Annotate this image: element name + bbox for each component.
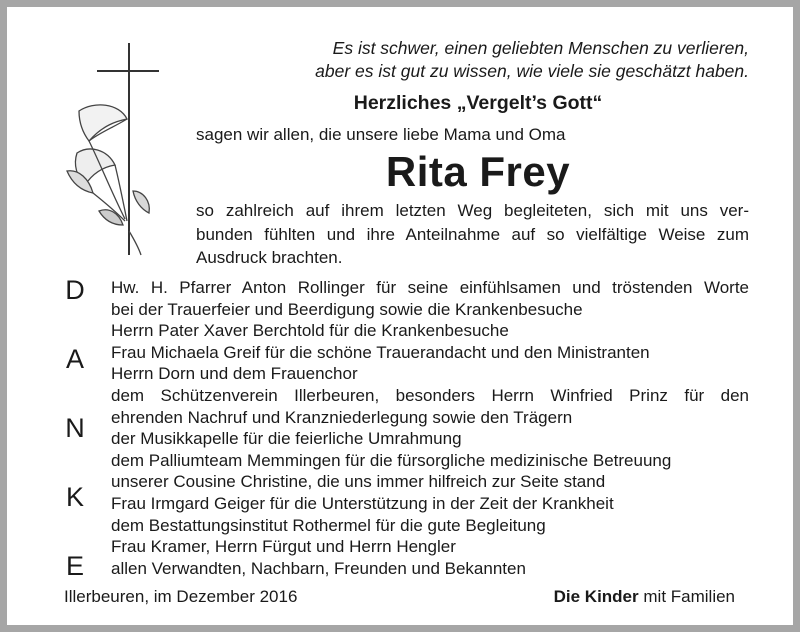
thanks-line: dem Schützenverein Illerbeuren, besonders Herrn Winfried Prinz für den (111, 385, 749, 405)
deceased-name: Rita Frey (385, 148, 571, 195)
place-and-date: Illerbeuren, im Dezember 2016 (64, 587, 298, 606)
thanks-line: Herrn Pater Xaver Berchtold für die Krankenbesuche (111, 321, 509, 341)
quote-line-1: Es ist schwer, einen geliebten Menschen zu verlieren, (332, 38, 749, 58)
thanks-line: Frau Michaela Greif für die schöne Trauerandacht und den Ministranten (111, 342, 650, 362)
signature (554, 587, 735, 607)
body-line-3: Ausdruck brachten. (196, 248, 343, 267)
thanks-heading: Herzliches „Vergelt’s Gott“ (353, 92, 603, 114)
thanks-line: dem Palliumteam Memmingen für die fürsorgliche medizinische Betreuung (111, 450, 672, 470)
cross-icon (97, 43, 159, 255)
danke-letter: D (65, 275, 85, 305)
body-line-2: bunden fühlten und ihre Anteilnahme auf so vielfältige Weise zum (196, 224, 749, 244)
thanks-line: unserer Cousine Christine, die uns immer hilfreich zur Seite stand (111, 472, 606, 492)
thanks-line: dem Bestattungsinstitut Rothermel für die gute Begleitung (111, 515, 546, 535)
thanks-line: Herrn Dorn und dem Frauenchor (111, 364, 358, 384)
signature-rest: mit Familien (643, 587, 735, 606)
quote (207, 37, 749, 83)
thanks-line: ehrenden Nachruf und Kranzniederlegung sowie den Trägern (111, 407, 573, 427)
thanks-line: Frau Irmgard Geiger für die Unterstützung in der Zeit der Krankheit (111, 493, 614, 513)
body-line-1: so zahlreich auf ihrem letzten Weg begleiteten, sich mit uns ver- (196, 201, 749, 220)
danke-letter: E (65, 551, 84, 581)
quote-line-2: aber es ist gut zu wissen, wie viele sie geschätzt haben. (315, 61, 749, 81)
thanks-line: allen Verwandten, Nachbarn, Freunden und Bekannten (111, 558, 526, 578)
thanks-line: Frau Kramer, Herrn Fürgut und Herrn Hengler (111, 537, 456, 557)
danke-letter: K (65, 482, 84, 512)
thanks-line: Hw. H. Pfarrer Anton Rollinger für seine einfühlsamen und tröstenden Worte (111, 278, 749, 297)
thanks-line: der Musikkapelle für die feierliche Umrahmung (111, 429, 462, 449)
cross-with-lilies-illustration (59, 41, 159, 261)
danke-letter: N (65, 413, 85, 443)
thanks-line: bei der Trauerfeier und Beerdigung sowie die Krankenbesuche (111, 299, 583, 319)
thanks-list (111, 277, 749, 579)
danke-vertical-word (63, 277, 87, 622)
danke-letter: A (65, 344, 84, 374)
body-text (196, 199, 749, 270)
intro-text: sagen wir allen, die unsere liebe Mama und Oma (196, 125, 566, 144)
calla-lily-icon (67, 105, 149, 255)
signature-bold: Die Kinder (553, 587, 639, 606)
